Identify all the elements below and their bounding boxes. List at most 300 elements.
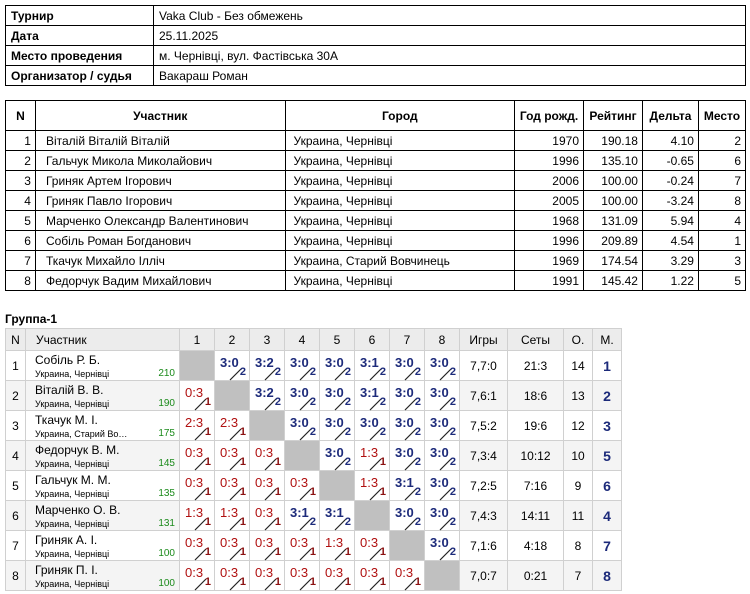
- group-results-grid: [5, 328, 622, 591]
- grid-header-points: О.: [564, 329, 593, 351]
- participant-number: 1: [6, 131, 36, 151]
- group-player-cell: [26, 531, 180, 561]
- match-score: 0:3: [185, 475, 204, 490]
- group-row: [6, 471, 622, 501]
- match-result-cell: [180, 381, 215, 411]
- match-result-cell: [285, 561, 320, 591]
- match-score: 0:3: [325, 565, 344, 580]
- match-points: 1: [239, 546, 246, 558]
- participant-row: [6, 171, 746, 191]
- participant-rating: 131.09: [584, 211, 643, 231]
- participant-rating: 174.54: [584, 251, 643, 271]
- participant-birth-year: 1969: [515, 251, 584, 271]
- match-points: 2: [344, 516, 351, 528]
- match-score: 3:0: [290, 355, 309, 370]
- participant-birth-year: 2005: [515, 191, 584, 211]
- match-score: 3:0: [430, 445, 449, 460]
- col-header-city: Город: [285, 101, 515, 131]
- group-row-number: 8: [6, 561, 26, 591]
- group-row-number: 1: [6, 351, 26, 381]
- match-score: 0:3: [255, 565, 274, 580]
- participant-birth-year: 1970: [515, 131, 584, 151]
- match-points: 1: [204, 396, 211, 408]
- match-result-cell: [215, 531, 250, 561]
- match-result-cell: [320, 501, 355, 531]
- info-value: Вакараш Роман: [154, 66, 746, 86]
- group-row: [6, 531, 622, 561]
- grid-header-col-1: 1: [180, 329, 215, 351]
- match-score: 0:3: [255, 505, 274, 520]
- match-result-cell: [285, 471, 320, 501]
- match-result-cell: [215, 441, 250, 471]
- self-match-cell: [285, 441, 320, 471]
- match-score: 3:0: [395, 355, 414, 370]
- match-points: 2: [379, 396, 386, 408]
- match-score: 3:0: [290, 415, 309, 430]
- match-score: 3:0: [325, 415, 344, 430]
- match-score: 3:1: [290, 505, 309, 520]
- match-result-cell: [355, 381, 390, 411]
- group-games: 7,7:0: [460, 351, 508, 381]
- participant-name: Собіль Роман Богданович: [35, 231, 285, 251]
- match-score: 3:0: [430, 475, 449, 490]
- match-score: 3:0: [395, 415, 414, 430]
- match-result-cell: [320, 561, 355, 591]
- match-score: 3:0: [325, 355, 344, 370]
- match-result-cell: [425, 351, 460, 381]
- group-player-city: Украина, Чернівці: [35, 399, 110, 409]
- info-key: Турнир: [6, 6, 154, 26]
- group-player-cell: [26, 501, 180, 531]
- match-score: 1:3: [185, 505, 204, 520]
- match-score: 0:3: [395, 565, 414, 580]
- match-result-cell: [355, 561, 390, 591]
- grid-header-col-2: 2: [215, 329, 250, 351]
- match-score: 3:0: [430, 535, 449, 550]
- group-player-cell: [26, 441, 180, 471]
- match-result-cell: [215, 351, 250, 381]
- group-sets: 4:18: [508, 531, 564, 561]
- match-points: 1: [379, 576, 386, 588]
- match-result-cell: [425, 471, 460, 501]
- participant-number: 6: [6, 231, 36, 251]
- group-games: 7,0:7: [460, 561, 508, 591]
- participant-number: 7: [6, 251, 36, 271]
- match-result-cell: [390, 471, 425, 501]
- match-result-cell: [425, 441, 460, 471]
- group-player-rating: 210: [158, 368, 175, 379]
- match-points: 1: [204, 516, 211, 528]
- match-score: 3:0: [220, 355, 239, 370]
- group-player-name: Федорчук В. М.: [35, 443, 120, 457]
- match-score: 3:0: [395, 385, 414, 400]
- group-row: [6, 501, 622, 531]
- match-points: 1: [239, 576, 246, 588]
- match-score: 3:1: [325, 505, 344, 520]
- group-place: 3: [593, 411, 622, 441]
- group-player-name: Віталій В. В.: [35, 383, 104, 397]
- match-points: 2: [344, 456, 351, 468]
- participant-delta: -0.24: [642, 171, 698, 191]
- grid-header-place: М.: [593, 329, 622, 351]
- match-points: 1: [379, 486, 386, 498]
- group-games: 7,5:2: [460, 411, 508, 441]
- participant-delta: 4.10: [642, 131, 698, 151]
- match-result-cell: [390, 501, 425, 531]
- group-sets: 21:3: [508, 351, 564, 381]
- group-player-name: Марченко О. В.: [35, 503, 121, 517]
- match-result-cell: [180, 561, 215, 591]
- match-result-cell: [250, 441, 285, 471]
- col-header-participant: Участник: [35, 101, 285, 131]
- match-score: 0:3: [185, 565, 204, 580]
- col-header-birth-year: Год рожд.: [515, 101, 584, 131]
- group-player-cell: [26, 381, 180, 411]
- group-player-rating: 100: [158, 548, 175, 559]
- match-score: 1:3: [220, 505, 239, 520]
- match-score: 3:1: [360, 385, 379, 400]
- match-score: 3:2: [255, 355, 274, 370]
- participant-number: 2: [6, 151, 36, 171]
- participants-header-row: [6, 101, 746, 131]
- match-score: 0:3: [360, 535, 379, 550]
- group-sets: 10:12: [508, 441, 564, 471]
- match-result-cell: [285, 351, 320, 381]
- match-points: 1: [204, 486, 211, 498]
- group-place: 7: [593, 531, 622, 561]
- col-header-rating: Рейтинг: [584, 101, 643, 131]
- group-points-total: 13: [564, 381, 593, 411]
- match-score: 0:3: [255, 535, 274, 550]
- match-points: 1: [309, 546, 316, 558]
- participant-row: [6, 231, 746, 251]
- group-player-rating: 145: [158, 458, 175, 469]
- group-sets: 14:11: [508, 501, 564, 531]
- match-points: 1: [239, 426, 246, 438]
- match-result-cell: [425, 381, 460, 411]
- group-row: [6, 351, 622, 381]
- match-points: 2: [344, 396, 351, 408]
- match-points: 2: [449, 546, 456, 558]
- match-result-cell: [250, 561, 285, 591]
- match-points: 2: [414, 366, 421, 378]
- group-player-city: Украина, Чернівці: [35, 489, 110, 499]
- match-points: 2: [414, 456, 421, 468]
- group-points-total: 9: [564, 471, 593, 501]
- self-match-cell: [425, 561, 460, 591]
- self-match-cell: [355, 501, 390, 531]
- match-points: 1: [379, 456, 386, 468]
- grid-header-games: Игры: [460, 329, 508, 351]
- match-score: 1:3: [360, 475, 379, 490]
- match-points: 2: [449, 486, 456, 498]
- match-score: 3:1: [395, 475, 414, 490]
- match-points: 1: [239, 486, 246, 498]
- match-result-cell: [320, 441, 355, 471]
- match-score: 3:0: [395, 505, 414, 520]
- participant-number: 4: [6, 191, 36, 211]
- match-points: 2: [414, 396, 421, 408]
- match-points: 1: [309, 486, 316, 498]
- group-player-rating: 175: [158, 428, 175, 439]
- match-points: 1: [274, 486, 281, 498]
- self-match-cell: [320, 471, 355, 501]
- group-title: Группа-1: [5, 312, 58, 326]
- match-points: 2: [309, 426, 316, 438]
- match-points: 2: [379, 366, 386, 378]
- participant-name: Гальчук Микола Миколайович: [35, 151, 285, 171]
- match-result-cell: [180, 501, 215, 531]
- match-score: 3:0: [325, 385, 344, 400]
- match-points: 1: [274, 546, 281, 558]
- participant-place: 4: [698, 211, 745, 231]
- match-result-cell: [355, 471, 390, 501]
- group-row-number: 6: [6, 501, 26, 531]
- match-points: 2: [309, 366, 316, 378]
- match-result-cell: [390, 381, 425, 411]
- col-header-n: N: [6, 101, 36, 131]
- self-match-cell: [215, 381, 250, 411]
- group-points-total: 14: [564, 351, 593, 381]
- match-result-cell: [215, 501, 250, 531]
- participant-birth-year: 2006: [515, 171, 584, 191]
- match-points: 1: [239, 516, 246, 528]
- match-points: 2: [449, 456, 456, 468]
- participant-city: Украина, Чернівці: [285, 151, 515, 171]
- tournament-info-table: [5, 5, 746, 86]
- participant-rating: 100.00: [584, 171, 643, 191]
- match-score: 0:3: [220, 535, 239, 550]
- match-score: 0:3: [290, 535, 309, 550]
- grid-header-col-7: 7: [390, 329, 425, 351]
- participant-city: Украина, Чернівці: [285, 171, 515, 191]
- match-points: 1: [274, 516, 281, 528]
- match-points: 1: [204, 426, 211, 438]
- match-score: 0:3: [185, 385, 204, 400]
- participant-row: [6, 151, 746, 171]
- grid-header-col-4: 4: [285, 329, 320, 351]
- group-points-total: 10: [564, 441, 593, 471]
- participant-place: 3: [698, 251, 745, 271]
- participant-city: Украина, Чернівці: [285, 191, 515, 211]
- participant-row: [6, 191, 746, 211]
- info-row: [6, 66, 746, 86]
- participant-delta: -3.24: [642, 191, 698, 211]
- match-points: 2: [449, 366, 456, 378]
- col-header-delta: Дельта: [642, 101, 698, 131]
- grid-header-col-8: 8: [425, 329, 460, 351]
- match-result-cell: [180, 471, 215, 501]
- match-points: 2: [449, 396, 456, 408]
- group-player-cell: [26, 351, 180, 381]
- self-match-cell: [180, 351, 215, 381]
- match-result-cell: [180, 441, 215, 471]
- group-games: 7,2:5: [460, 471, 508, 501]
- participant-birth-year: 1968: [515, 211, 584, 231]
- group-player-city: Украина, Чернівці: [35, 579, 110, 589]
- participant-number: 3: [6, 171, 36, 191]
- participant-row: [6, 131, 746, 151]
- group-player-name: Ткачук М. І.: [35, 413, 98, 427]
- group-games: 7,1:6: [460, 531, 508, 561]
- match-result-cell: [180, 531, 215, 561]
- match-points: 2: [449, 426, 456, 438]
- group-player-rating: 100: [158, 578, 175, 589]
- match-result-cell: [355, 351, 390, 381]
- group-place: 6: [593, 471, 622, 501]
- participant-rating: 100.00: [584, 191, 643, 211]
- participant-delta: 4.54: [642, 231, 698, 251]
- group-player-city: Украина, Чернівці: [35, 519, 110, 529]
- match-result-cell: [390, 411, 425, 441]
- match-result-cell: [425, 411, 460, 441]
- group-row-number: 7: [6, 531, 26, 561]
- participant-birth-year: 1991: [515, 271, 584, 291]
- match-score: 1:3: [360, 445, 379, 460]
- participant-name: Федорчук Вадим Михайлович: [35, 271, 285, 291]
- group-place: 5: [593, 441, 622, 471]
- match-score: 1:3: [325, 535, 344, 550]
- match-points: 2: [274, 396, 281, 408]
- participant-city: Украина, Старий Вовчинець: [285, 251, 515, 271]
- match-result-cell: [320, 381, 355, 411]
- group-player-cell: [26, 471, 180, 501]
- match-score: 3:0: [290, 385, 309, 400]
- match-result-cell: [250, 351, 285, 381]
- info-row: [6, 46, 746, 66]
- participant-name: Ткачук Михайло Ілліч: [35, 251, 285, 271]
- info-value: м. Чернівці, вул. Фастівська 30А: [154, 46, 746, 66]
- group-player-cell: [26, 411, 180, 441]
- match-score: 3:0: [430, 505, 449, 520]
- group-player-city: Украина, Старий Во…: [35, 429, 128, 439]
- info-row: [6, 26, 746, 46]
- match-result-cell: [355, 441, 390, 471]
- match-result-cell: [180, 411, 215, 441]
- group-points-total: 12: [564, 411, 593, 441]
- match-points: 2: [414, 426, 421, 438]
- match-points: 2: [239, 366, 246, 378]
- match-result-cell: [425, 531, 460, 561]
- match-result-cell: [215, 471, 250, 501]
- match-score: 3:0: [395, 445, 414, 460]
- match-score: 3:0: [430, 355, 449, 370]
- group-points-total: 11: [564, 501, 593, 531]
- group-player-name: Гальчук М. М.: [35, 473, 111, 487]
- grid-header-col-5: 5: [320, 329, 355, 351]
- match-result-cell: [215, 411, 250, 441]
- match-score: 0:3: [220, 445, 239, 460]
- match-score: 0:3: [290, 565, 309, 580]
- group-place: 2: [593, 381, 622, 411]
- group-row: [6, 561, 622, 591]
- match-points: 1: [204, 456, 211, 468]
- match-result-cell: [285, 501, 320, 531]
- info-row: [6, 6, 746, 26]
- match-result-cell: [320, 411, 355, 441]
- group-sets: 19:6: [508, 411, 564, 441]
- col-header-place: Место: [698, 101, 745, 131]
- group-row-number: 2: [6, 381, 26, 411]
- group-games: 7,3:4: [460, 441, 508, 471]
- match-points: 2: [414, 516, 421, 528]
- group-player-name: Гриняк П. І.: [35, 563, 98, 577]
- group-player-city: Украина, Чернівці: [35, 459, 110, 469]
- participant-delta: 1.22: [642, 271, 698, 291]
- match-result-cell: [390, 351, 425, 381]
- grid-header-col-3: 3: [250, 329, 285, 351]
- match-points: 1: [274, 456, 281, 468]
- match-result-cell: [285, 411, 320, 441]
- self-match-cell: [250, 411, 285, 441]
- match-points: 2: [309, 396, 316, 408]
- participant-rating: 209.89: [584, 231, 643, 251]
- match-result-cell: [355, 531, 390, 561]
- participant-city: Украина, Чернівці: [285, 131, 515, 151]
- group-games: 7,6:1: [460, 381, 508, 411]
- group-points-total: 7: [564, 561, 593, 591]
- match-result-cell: [390, 561, 425, 591]
- match-result-cell: [390, 441, 425, 471]
- group-place: 1: [593, 351, 622, 381]
- match-result-cell: [425, 501, 460, 531]
- participant-place: 1: [698, 231, 745, 251]
- match-result-cell: [250, 501, 285, 531]
- match-score: 2:3: [185, 415, 204, 430]
- group-place: 8: [593, 561, 622, 591]
- participant-delta: 5.94: [642, 211, 698, 231]
- match-points: 2: [414, 486, 421, 498]
- info-value: 25.11.2025: [154, 26, 746, 46]
- participant-name: Віталій Віталій Віталій: [35, 131, 285, 151]
- match-points: 1: [204, 576, 211, 588]
- match-result-cell: [320, 531, 355, 561]
- participant-city: Украина, Чернівці: [285, 211, 515, 231]
- match-score: 0:3: [255, 445, 274, 460]
- group-points-total: 8: [564, 531, 593, 561]
- participant-delta: -0.65: [642, 151, 698, 171]
- participant-birth-year: 1996: [515, 151, 584, 171]
- group-player-rating: 131: [158, 518, 175, 529]
- group-sets: 18:6: [508, 381, 564, 411]
- participants-table: [5, 100, 746, 291]
- group-games: 7,4:3: [460, 501, 508, 531]
- participant-place: 8: [698, 191, 745, 211]
- group-row-number: 5: [6, 471, 26, 501]
- group-header-row: [6, 329, 622, 351]
- info-key: Организатор / судья: [6, 66, 154, 86]
- match-points: 2: [379, 426, 386, 438]
- match-score: 3:0: [325, 445, 344, 460]
- info-key: Дата: [6, 26, 154, 46]
- match-points: 2: [449, 516, 456, 528]
- match-result-cell: [215, 561, 250, 591]
- grid-header-n: N: [6, 329, 26, 351]
- participant-city: Украина, Чернівці: [285, 271, 515, 291]
- match-score: 0:3: [360, 565, 379, 580]
- group-row: [6, 441, 622, 471]
- match-result-cell: [250, 531, 285, 561]
- group-player-city: Украина, Чернівці: [35, 369, 110, 379]
- match-result-cell: [285, 381, 320, 411]
- participant-place: 2: [698, 131, 745, 151]
- match-result-cell: [355, 411, 390, 441]
- participant-delta: 3.29: [642, 251, 698, 271]
- group-player-name: Гриняк А. І.: [35, 533, 98, 547]
- grid-header-col-6: 6: [355, 329, 390, 351]
- match-points: 2: [344, 366, 351, 378]
- match-points: 1: [344, 546, 351, 558]
